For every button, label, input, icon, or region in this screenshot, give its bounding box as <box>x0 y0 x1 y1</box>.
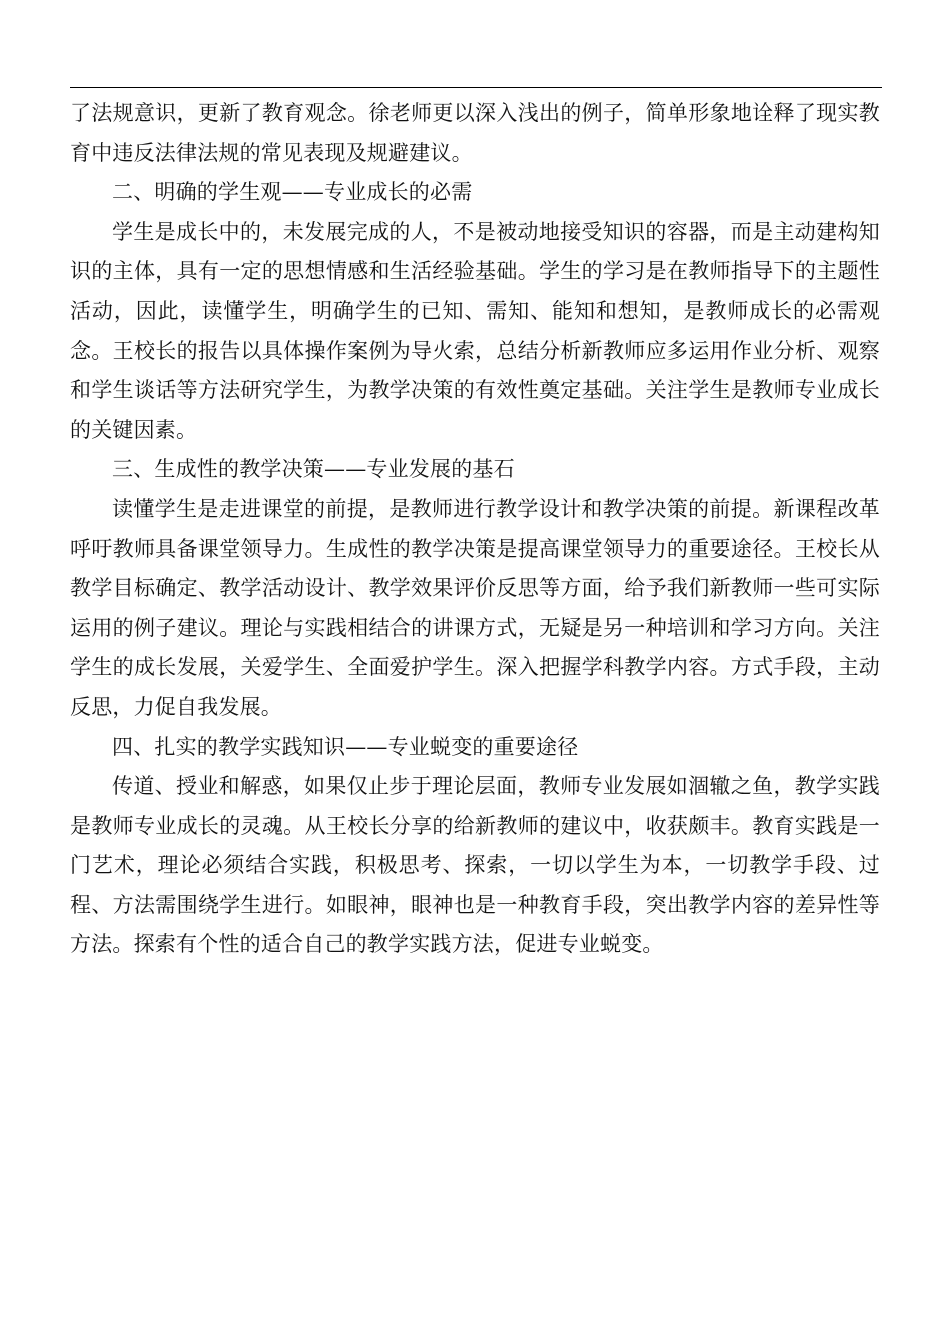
paragraph-section-4: 传道、授业和解惑，如果仅止步于理论层面，教师专业发展如涸辙之鱼，教学实践是教师专业成长的灵魂。从王校长分享的给新教师的建议中，收获颇丰。教育实践是一门艺术，理论必须结合实践，积极思考、探索，一切以学生为本，一切教学手段、过程、方法需围绕学生进行。如眼神，眼神也是一种教育手段，突出教学内容的差异性等方法。探索有个性的适合自己的教学实践方法，促进专业蜕变。 <box>70 774 880 957</box>
paragraph-section-3: 读懂学生是走进课堂的前提，是教师进行教学设计和教学决策的前提。新课程改革呼吁教师具备课堂领导力。生成性的教学决策是提高课堂领导力的重要途径。王校长从教学目标确定、教学活动设计、教学效果评价反思等方面，给予我们新教师一些可实际运用的例子建议。理论与实践相结合的讲课方式，无疑是另一种培训和学习方向。关注学生的成长发展，关爱学生、全面爱护学生。深入把握学科教学内容。方式手段，主动反思，力促自我发展。 <box>70 496 880 719</box>
paragraph-continuation: 了法规意识，更新了教育观念。徐老师更以深入浅出的例子，简单形象地诠释了现实教育中违反法律法规的常见表现及规避建议。 <box>70 101 880 165</box>
document-page <box>70 0 880 1344</box>
document-body <box>70 94 880 965</box>
section-heading-4: 四、扎实的教学实践知识——专业蜕变的重要途径 <box>112 734 579 759</box>
paragraph-section-2: 学生是成长中的，未发展完成的人，不是被动地接受知识的容器，而是主动建构知识的主体，具有一定的思想情感和生活经验基础。学生的学习是在教师指导下的主题性活动，因此，读懂学生，明确学生的已知、需知、能知和想知，是教师成长的必需观念。王校长的报告以具体操作案例为导火索，总结分析新教师应多运用作业分析、观察和学生谈话等方法研究学生，为教学决策的有效性奠定基础。关注学生是教师专业成长的关键因素。 <box>70 219 880 442</box>
section-heading-3: 三、生成性的教学决策——专业发展的基石 <box>112 457 515 482</box>
section-heading-2: 二、明确的学生观——专业成长的必需 <box>112 180 473 205</box>
header-rule <box>70 87 882 88</box>
